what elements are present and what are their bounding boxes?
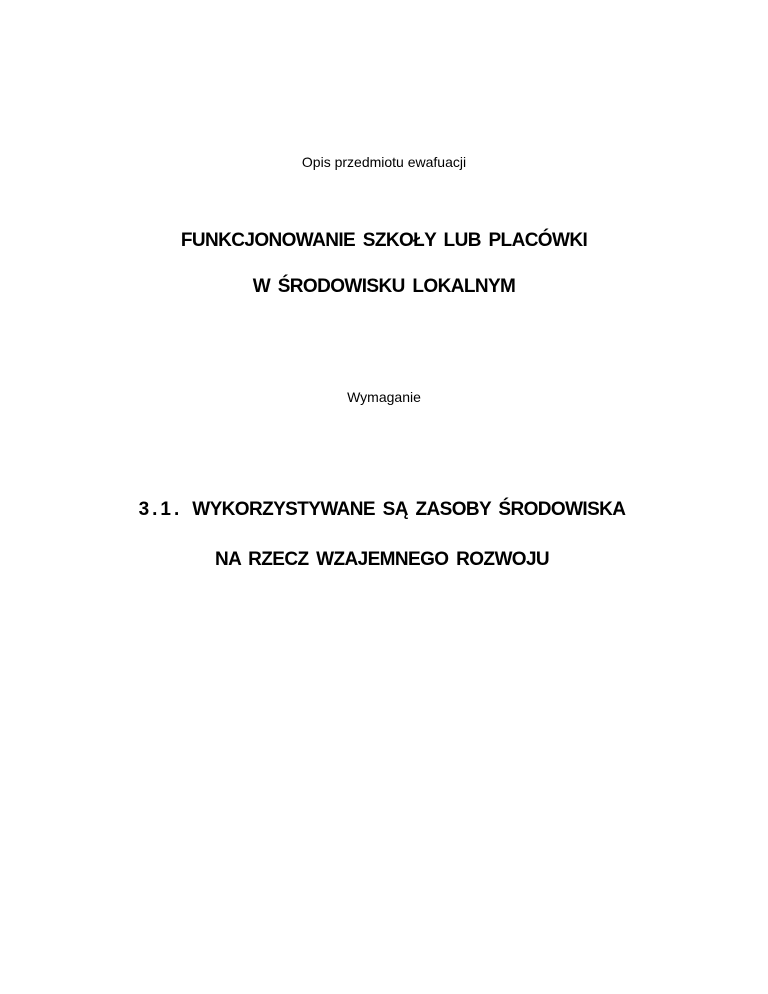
title-line-2: W ŚRODOWISKU LOKALNYM <box>252 276 516 297</box>
requirement-text-line-1: WYKORZYSTYWANE SĄ ZASOBY ŚRODOWISKA <box>192 499 626 520</box>
requirement-text-line-2: NA RZECZ WZAJEMNEGO ROZWOJU <box>214 549 550 570</box>
intro-label: Opis przedmiotu ewafuacji <box>301 154 467 170</box>
requirement-number: 3.1. <box>138 499 183 520</box>
requirement-heading-line-1 <box>0 500 766 519</box>
requirement-label: Wymaganie <box>347 389 421 405</box>
title-line-1: FUNKCJONOWANIE SZKOŁY LUB PLACÓWKI <box>180 230 588 251</box>
